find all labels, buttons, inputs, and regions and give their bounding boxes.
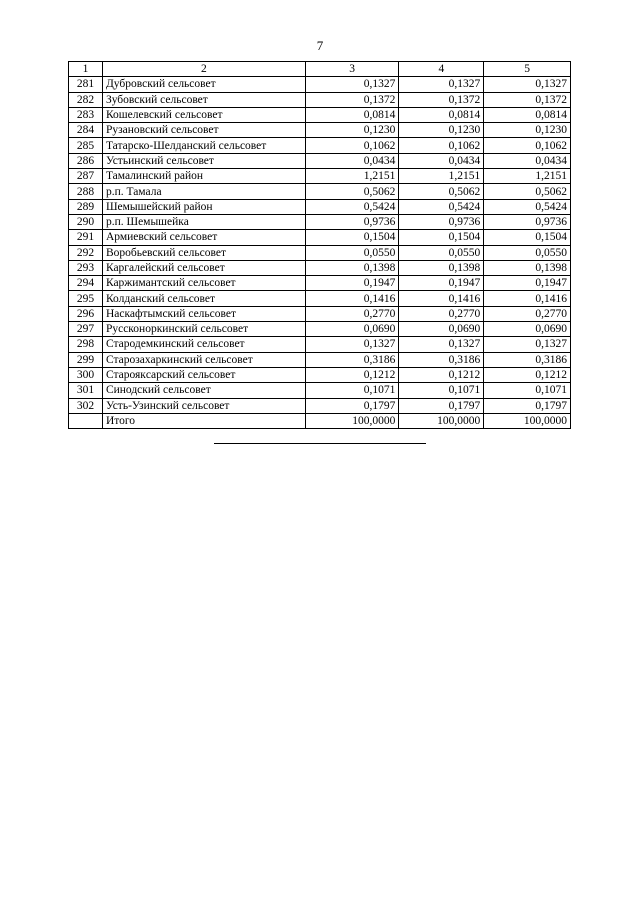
table-row xyxy=(69,383,571,398)
row-number: 296 xyxy=(69,306,103,321)
row-number: 292 xyxy=(69,245,103,260)
table-row xyxy=(69,153,571,168)
row-value-5: 0,1947 xyxy=(484,276,571,291)
row-value-5: 0,5424 xyxy=(484,199,571,214)
row-value-5: 0,3186 xyxy=(484,352,571,367)
header-row xyxy=(69,62,571,77)
row-value-4: 0,1062 xyxy=(399,138,484,153)
row-value-3: 0,1230 xyxy=(305,123,399,138)
table-row xyxy=(69,214,571,229)
table-row xyxy=(69,398,571,413)
row-name: Татарско-Шелданский сельсовет xyxy=(102,138,305,153)
row-value-4: 0,1416 xyxy=(399,291,484,306)
row-name: Староякcарский сельсовет xyxy=(102,367,305,382)
row-value-5: 0,1372 xyxy=(484,92,571,107)
table-row xyxy=(69,322,571,337)
row-number: 281 xyxy=(69,77,103,92)
total-number xyxy=(69,413,103,428)
row-value-3: 0,2770 xyxy=(305,306,399,321)
total-value-4: 100,0000 xyxy=(399,413,484,428)
row-value-4: 0,1071 xyxy=(399,383,484,398)
table-row xyxy=(69,306,571,321)
row-value-3: 0,0434 xyxy=(305,153,399,168)
row-value-3: 0,5062 xyxy=(305,184,399,199)
total-value-3: 100,0000 xyxy=(305,413,399,428)
row-number: 299 xyxy=(69,352,103,367)
table-row xyxy=(69,199,571,214)
total-value-5: 100,0000 xyxy=(484,413,571,428)
row-value-3: 0,9736 xyxy=(305,214,399,229)
page-number: 7 xyxy=(316,38,324,53)
row-name: Устьинский сельсовет xyxy=(102,153,305,168)
header-cell-4: 4 xyxy=(399,62,484,77)
row-value-3: 0,5424 xyxy=(305,199,399,214)
row-name: Кошелевский сельсовет xyxy=(102,107,305,122)
row-value-4: 0,0690 xyxy=(399,322,484,337)
row-value-3: 0,0690 xyxy=(305,322,399,337)
row-value-5: 0,1212 xyxy=(484,367,571,382)
row-name: Стародемкинский сельсовет xyxy=(102,337,305,352)
row-value-3: 0,1212 xyxy=(305,367,399,382)
table-row xyxy=(69,245,571,260)
row-value-4: 0,9736 xyxy=(399,214,484,229)
row-value-5: 1,2151 xyxy=(484,169,571,184)
total-row xyxy=(69,413,571,428)
row-value-4: 0,1797 xyxy=(399,398,484,413)
row-value-5: 0,1071 xyxy=(484,383,571,398)
row-name: Наскафтымский сельсовет xyxy=(102,306,305,321)
table-row xyxy=(69,337,571,352)
row-value-4: 0,1327 xyxy=(399,337,484,352)
row-value-5: 0,1327 xyxy=(484,77,571,92)
row-number: 287 xyxy=(69,169,103,184)
table-row xyxy=(69,184,571,199)
row-value-4: 0,3186 xyxy=(399,352,484,367)
row-value-4: 0,2770 xyxy=(399,306,484,321)
row-value-5: 0,0690 xyxy=(484,322,571,337)
table-row xyxy=(69,77,571,92)
row-number: 300 xyxy=(69,367,103,382)
row-value-5: 0,1398 xyxy=(484,260,571,275)
row-value-3: 0,0814 xyxy=(305,107,399,122)
row-value-4: 0,1372 xyxy=(399,92,484,107)
table-row xyxy=(69,92,571,107)
row-value-4: 0,0434 xyxy=(399,153,484,168)
row-name: Армиевский сельсовет xyxy=(102,230,305,245)
row-value-5: 0,2770 xyxy=(484,306,571,321)
row-value-5: 0,0814 xyxy=(484,107,571,122)
row-value-3: 0,1372 xyxy=(305,92,399,107)
row-value-4: 0,5424 xyxy=(399,199,484,214)
table-row xyxy=(69,107,571,122)
row-name: Дубровский сельсовет xyxy=(102,77,305,92)
table-row xyxy=(69,230,571,245)
row-value-4: 0,1398 xyxy=(399,260,484,275)
row-number: 293 xyxy=(69,260,103,275)
bottom-rule xyxy=(214,443,426,444)
row-number: 301 xyxy=(69,383,103,398)
total-label: Итого xyxy=(102,413,305,428)
row-name: р.п. Шемышейка xyxy=(102,214,305,229)
row-value-3: 0,1062 xyxy=(305,138,399,153)
row-name: Усть-Узинский сельсовет xyxy=(102,398,305,413)
row-value-5: 0,5062 xyxy=(484,184,571,199)
table-row xyxy=(69,169,571,184)
row-number: 294 xyxy=(69,276,103,291)
row-value-3: 1,2151 xyxy=(305,169,399,184)
row-name: Каржимантский сельсовет xyxy=(102,276,305,291)
header-cell-1: 1 xyxy=(69,62,103,77)
row-name: Синодский сельсовет xyxy=(102,383,305,398)
row-value-5: 0,1504 xyxy=(484,230,571,245)
row-number: 295 xyxy=(69,291,103,306)
row-value-4: 0,1230 xyxy=(399,123,484,138)
row-value-4: 0,1947 xyxy=(399,276,484,291)
row-value-5: 0,1062 xyxy=(484,138,571,153)
row-value-3: 0,1327 xyxy=(305,337,399,352)
row-number: 302 xyxy=(69,398,103,413)
row-value-3: 0,1398 xyxy=(305,260,399,275)
row-name: Шемышейский район xyxy=(102,199,305,214)
row-name: Зубовский сельсовет xyxy=(102,92,305,107)
row-name: Колданский сельсовет xyxy=(102,291,305,306)
row-value-3: 0,1071 xyxy=(305,383,399,398)
header-cell-2: 2 xyxy=(102,62,305,77)
row-value-3: 0,1504 xyxy=(305,230,399,245)
row-name: Старозахаркинский сельсовет xyxy=(102,352,305,367)
table-body xyxy=(69,77,571,429)
row-value-4: 0,1504 xyxy=(399,230,484,245)
row-name: Каргалейский сельсовет xyxy=(102,260,305,275)
row-value-5: 0,1797 xyxy=(484,398,571,413)
header-cell-3: 3 xyxy=(305,62,399,77)
row-number: 285 xyxy=(69,138,103,153)
row-name: Тамалинский район xyxy=(102,169,305,184)
row-value-4: 0,5062 xyxy=(399,184,484,199)
row-value-4: 0,1212 xyxy=(399,367,484,382)
row-value-5: 0,0550 xyxy=(484,245,571,260)
row-number: 282 xyxy=(69,92,103,107)
data-table xyxy=(68,61,571,429)
row-value-4: 0,0550 xyxy=(399,245,484,260)
header-cell-5: 5 xyxy=(484,62,571,77)
row-value-4: 1,2151 xyxy=(399,169,484,184)
table-row xyxy=(69,291,571,306)
row-value-5: 0,1327 xyxy=(484,337,571,352)
row-value-3: 0,3186 xyxy=(305,352,399,367)
row-value-4: 0,1327 xyxy=(399,77,484,92)
row-number: 297 xyxy=(69,322,103,337)
row-number: 290 xyxy=(69,214,103,229)
row-name: р.п. Тамала xyxy=(102,184,305,199)
row-number: 289 xyxy=(69,199,103,214)
table-row xyxy=(69,123,571,138)
row-value-5: 0,0434 xyxy=(484,153,571,168)
row-name: Воробьевский сельсовет xyxy=(102,245,305,260)
row-number: 298 xyxy=(69,337,103,352)
row-value-3: 0,1797 xyxy=(305,398,399,413)
row-value-5: 0,1416 xyxy=(484,291,571,306)
table-row xyxy=(69,260,571,275)
table-row xyxy=(69,352,571,367)
row-name: Руссконоркинский сельсовет xyxy=(102,322,305,337)
row-value-5: 0,1230 xyxy=(484,123,571,138)
table-row xyxy=(69,367,571,382)
row-number: 291 xyxy=(69,230,103,245)
row-value-3: 0,1416 xyxy=(305,291,399,306)
row-number: 286 xyxy=(69,153,103,168)
row-value-3: 0,1947 xyxy=(305,276,399,291)
row-name: Рузановский сельсовет xyxy=(102,123,305,138)
row-value-3: 0,1327 xyxy=(305,77,399,92)
table-row xyxy=(69,138,571,153)
row-value-4: 0,0814 xyxy=(399,107,484,122)
row-number: 288 xyxy=(69,184,103,199)
row-value-3: 0,0550 xyxy=(305,245,399,260)
row-number: 284 xyxy=(69,123,103,138)
row-value-5: 0,9736 xyxy=(484,214,571,229)
table-row xyxy=(69,276,571,291)
row-number: 283 xyxy=(69,107,103,122)
